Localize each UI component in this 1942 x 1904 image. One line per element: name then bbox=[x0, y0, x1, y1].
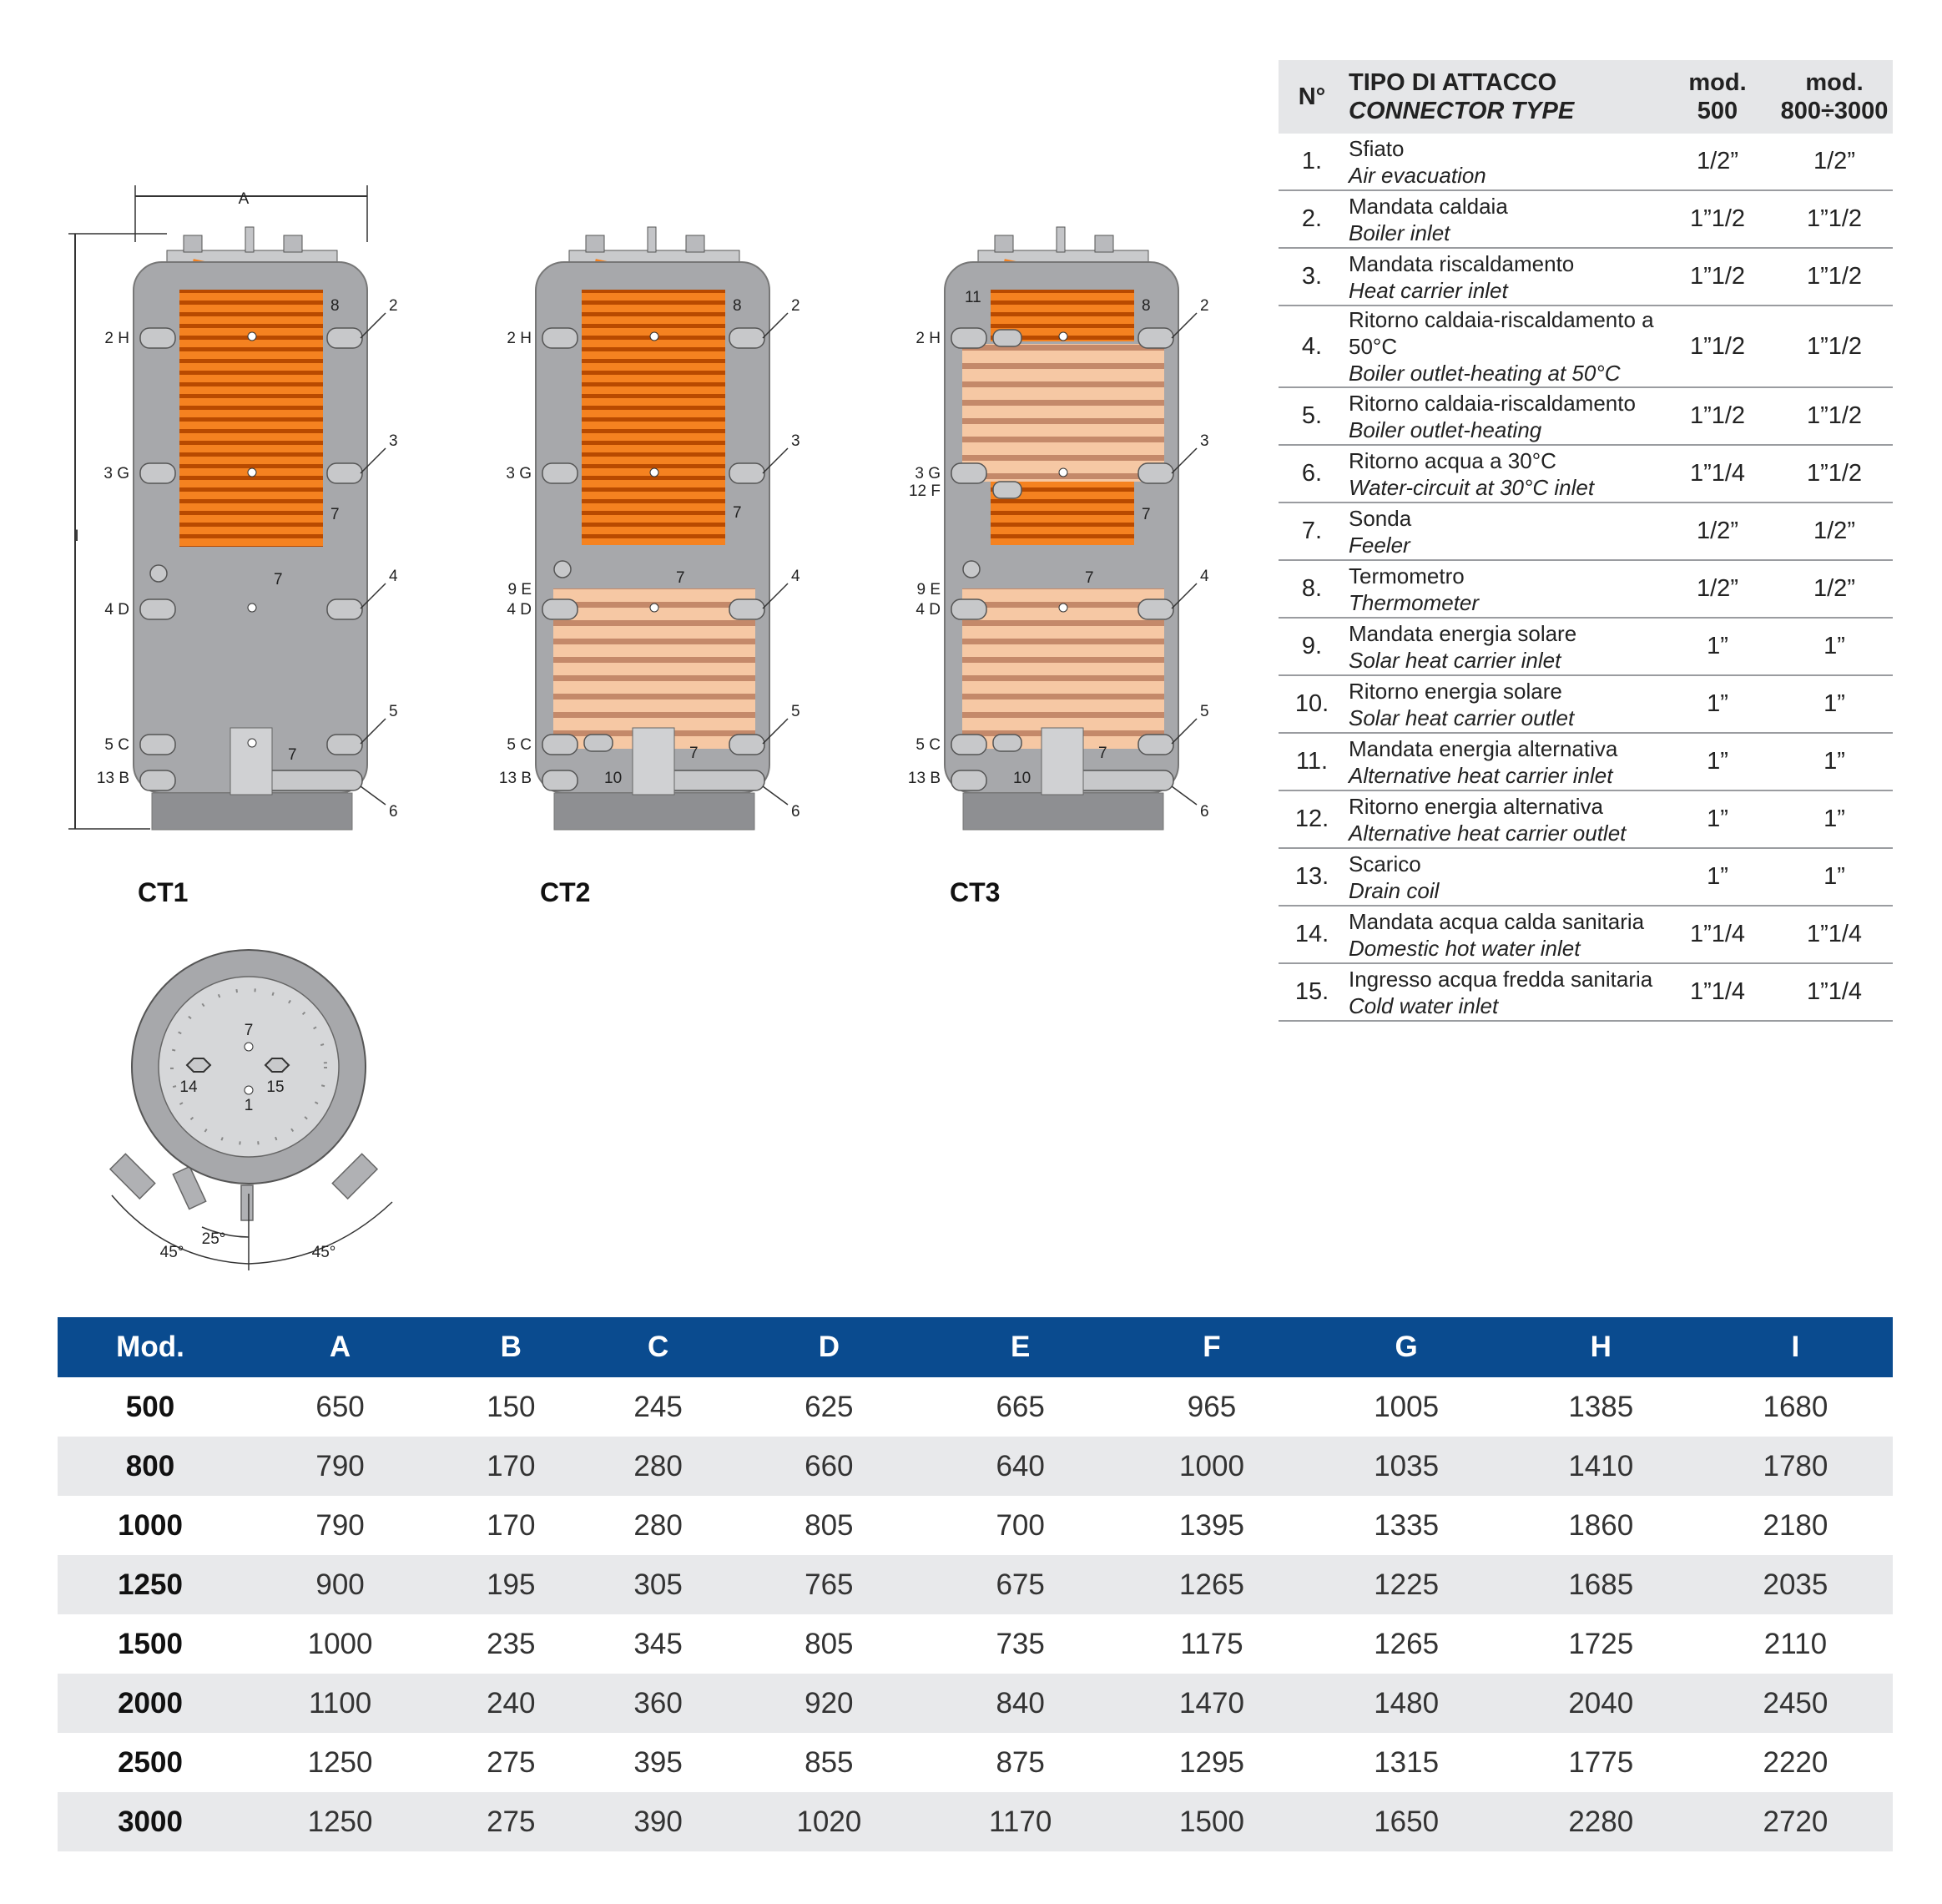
dim-header-cell: C bbox=[584, 1317, 731, 1377]
dim-value-cell: 1500 bbox=[1179, 1805, 1244, 1838]
connector-description bbox=[1345, 733, 1659, 790]
right-label: 4 bbox=[1200, 568, 1209, 585]
connector-type-table bbox=[1279, 60, 1893, 1022]
dim-row bbox=[58, 1437, 1893, 1496]
dim-header-cell: Mod. bbox=[58, 1317, 243, 1377]
connector-number: 7. bbox=[1279, 503, 1345, 560]
dim-value-cell: 765 bbox=[805, 1568, 854, 1601]
connector-description bbox=[1345, 503, 1659, 560]
sensor-label: 7 bbox=[676, 569, 685, 587]
connector-row bbox=[1279, 906, 1893, 963]
dim-value-cell: 1775 bbox=[1568, 1745, 1634, 1779]
connector-description bbox=[1345, 790, 1659, 848]
header-mod-500-a: mod. bbox=[1688, 69, 1747, 96]
dim-value-cell: 665 bbox=[996, 1390, 1045, 1423]
tank-top-view bbox=[110, 950, 392, 1270]
dim-value-cell: 360 bbox=[633, 1686, 683, 1720]
dim-value-cell: 1295 bbox=[1179, 1745, 1244, 1779]
dim-header-cell: A bbox=[243, 1317, 437, 1377]
connector-number: 8. bbox=[1279, 560, 1345, 618]
sensor-label: 7 bbox=[689, 745, 699, 762]
header-mod-800-a: mod. bbox=[1805, 69, 1864, 96]
connector-name-it: Ritorno energia solare bbox=[1349, 678, 1562, 704]
connector-number: 13. bbox=[1279, 848, 1345, 906]
connector-size-800: 1”1/2 bbox=[1776, 248, 1893, 306]
dim-value-cell: 920 bbox=[805, 1686, 854, 1720]
connector-number: 12. bbox=[1279, 790, 1345, 848]
dim-model-cell: 500 bbox=[125, 1390, 175, 1423]
header-number: N° bbox=[1279, 60, 1345, 134]
connector-row bbox=[1279, 675, 1893, 733]
connector-description bbox=[1345, 248, 1659, 306]
dim-value-cell: 650 bbox=[315, 1390, 365, 1423]
connector-name-it: Ritorno energia alternativa bbox=[1349, 793, 1603, 819]
left-label: 3 G bbox=[506, 465, 532, 482]
dim-value-cell: 790 bbox=[315, 1449, 365, 1482]
dim-value-cell: 1470 bbox=[1179, 1686, 1244, 1720]
ct3-title: CT3 bbox=[950, 877, 1001, 907]
dim-value-cell: 640 bbox=[996, 1449, 1045, 1482]
dim-model-cell: 1500 bbox=[118, 1627, 183, 1660]
connector-size-500: 1” bbox=[1659, 848, 1776, 906]
connector-number: 6. bbox=[1279, 445, 1345, 503]
dim-value-cell: 1170 bbox=[989, 1805, 1052, 1838]
dim-value-cell: 2220 bbox=[1763, 1745, 1829, 1779]
top-view-label: 7 bbox=[244, 1022, 254, 1039]
connector-row bbox=[1279, 848, 1893, 906]
connector-description bbox=[1345, 387, 1659, 445]
dim-value-cell: 625 bbox=[805, 1390, 854, 1423]
left-label: 5 C bbox=[916, 736, 941, 754]
right-label: 2 bbox=[791, 297, 800, 315]
connector-name-en: Heat carrier inlet bbox=[1349, 277, 1508, 303]
connector-size-800: 1”1/4 bbox=[1776, 906, 1893, 963]
dim-value-cell: 235 bbox=[487, 1627, 536, 1660]
connector-name-it: Mandata riscaldamento bbox=[1349, 250, 1575, 276]
dim-row bbox=[58, 1674, 1893, 1733]
right-label: 4 bbox=[389, 568, 398, 585]
dim-value-cell: 1250 bbox=[307, 1745, 373, 1779]
connector-row bbox=[1279, 248, 1893, 306]
dim-row bbox=[58, 1555, 1893, 1614]
dim-value-cell: 735 bbox=[996, 1627, 1045, 1660]
right-label: 6 bbox=[791, 803, 800, 821]
connector-size-800: 1” bbox=[1776, 733, 1893, 790]
dim-value-cell: 1335 bbox=[1374, 1508, 1440, 1542]
left-label: 2 H bbox=[104, 330, 129, 347]
connector-row bbox=[1279, 445, 1893, 503]
ct2-tank bbox=[499, 227, 800, 907]
dim-value-cell: 1680 bbox=[1763, 1390, 1829, 1423]
connector-size-500: 1” bbox=[1659, 618, 1776, 675]
connector-number: 1. bbox=[1279, 134, 1345, 190]
connector-name-en: Thermometer bbox=[1349, 589, 1480, 615]
left-label: 3 G bbox=[915, 465, 941, 482]
dim-header-cell: G bbox=[1309, 1317, 1504, 1377]
connector-size-800: 1”1/2 bbox=[1776, 306, 1893, 387]
connector-name-en: Alternative heat carrier outlet bbox=[1349, 820, 1627, 846]
connector-name-it: Mandata acqua calda sanitaria bbox=[1349, 908, 1645, 934]
dim-value-cell: 2450 bbox=[1763, 1686, 1829, 1720]
connector-size-800: 1/2” bbox=[1776, 503, 1893, 560]
connector-description bbox=[1345, 306, 1659, 387]
connector-name-en: Alternative heat carrier inlet bbox=[1349, 762, 1613, 788]
dim-model-cell: 2500 bbox=[118, 1745, 183, 1779]
dim-model-cell: 1250 bbox=[118, 1568, 183, 1601]
header-mod-500-b: 500 bbox=[1697, 98, 1738, 124]
dim-header-cell: H bbox=[1504, 1317, 1698, 1377]
left-label: 2 H bbox=[507, 330, 532, 347]
dim-value-cell: 1000 bbox=[1179, 1449, 1244, 1482]
dim-value-cell: 275 bbox=[487, 1805, 536, 1838]
dim-model-cell: 2000 bbox=[118, 1686, 183, 1720]
connector-row bbox=[1279, 963, 1893, 1021]
sensor-label: 8 bbox=[330, 297, 340, 315]
dim-value-cell: 195 bbox=[487, 1568, 536, 1601]
dim-value-cell: 1000 bbox=[307, 1627, 373, 1660]
dim-value-cell: 805 bbox=[805, 1508, 854, 1542]
connector-name-en: Boiler outlet-heating at 50°C bbox=[1349, 361, 1621, 386]
right-label: 6 bbox=[389, 803, 398, 821]
sensor-label: 7 bbox=[274, 571, 283, 588]
connector-description bbox=[1345, 963, 1659, 1021]
connector-name-en: Solar heat carrier inlet bbox=[1349, 647, 1561, 673]
dim-value-cell: 1725 bbox=[1568, 1627, 1634, 1660]
dim-value-cell: 1410 bbox=[1568, 1449, 1634, 1482]
connector-size-500: 1”1/4 bbox=[1659, 445, 1776, 503]
right-label: 5 bbox=[1200, 703, 1209, 720]
connector-number: 11. bbox=[1279, 733, 1345, 790]
dim-model-cell: 1000 bbox=[118, 1508, 183, 1542]
left-label: 5 C bbox=[507, 736, 532, 754]
connector-name-it: Mandata energia solare bbox=[1349, 620, 1577, 646]
dim-value-cell: 245 bbox=[633, 1390, 683, 1423]
dim-value-cell: 900 bbox=[315, 1568, 365, 1601]
dim-value-cell: 170 bbox=[487, 1449, 536, 1482]
dimensions-table-header bbox=[58, 1317, 1893, 1377]
sensor-label: 10 bbox=[604, 770, 623, 787]
angle-label: 45° bbox=[311, 1244, 336, 1261]
right-label: 3 bbox=[791, 432, 800, 450]
sensor-label: 8 bbox=[733, 297, 742, 315]
connector-name-en: Domestic hot water inlet bbox=[1349, 935, 1581, 961]
dim-value-cell: 2720 bbox=[1763, 1805, 1829, 1838]
ct2-title: CT2 bbox=[540, 877, 591, 907]
left-label: 3 G bbox=[103, 465, 129, 482]
top-view-label: 15 bbox=[266, 1078, 285, 1096]
connector-name-en: Drain coil bbox=[1349, 877, 1440, 903]
dim-value-cell: 700 bbox=[996, 1508, 1045, 1542]
connector-description bbox=[1345, 445, 1659, 503]
dim-value-cell: 1780 bbox=[1763, 1449, 1829, 1482]
dim-a-label: A bbox=[238, 190, 250, 208]
connector-size-800: 1”1/4 bbox=[1776, 963, 1893, 1021]
dim-value-cell: 1100 bbox=[308, 1686, 372, 1720]
dim-row bbox=[58, 1377, 1893, 1437]
dim-value-cell: 390 bbox=[633, 1805, 683, 1838]
connector-name-it: Mandata caldaia bbox=[1349, 193, 1508, 219]
left-label: 2 H bbox=[916, 330, 941, 347]
connector-table-header bbox=[1279, 60, 1893, 134]
connector-number: 9. bbox=[1279, 618, 1345, 675]
connector-row bbox=[1279, 134, 1893, 190]
right-label: 2 bbox=[389, 297, 398, 315]
dim-value-cell: 150 bbox=[487, 1390, 536, 1423]
connector-number: 3. bbox=[1279, 248, 1345, 306]
header-mod-800 bbox=[1776, 60, 1893, 134]
dim-header-cell: B bbox=[437, 1317, 584, 1377]
connector-size-500: 1”1/2 bbox=[1659, 248, 1776, 306]
connector-row bbox=[1279, 387, 1893, 445]
header-mod-800-b: 800÷3000 bbox=[1780, 98, 1889, 124]
connector-size-800: 1” bbox=[1776, 675, 1893, 733]
angle-label: 45° bbox=[159, 1244, 184, 1261]
dim-value-cell: 1385 bbox=[1568, 1390, 1634, 1423]
left-label: 13 B bbox=[498, 770, 532, 787]
dim-value-cell: 675 bbox=[996, 1568, 1045, 1601]
top-view-label: 1 bbox=[244, 1097, 254, 1114]
dim-i-label: I bbox=[74, 528, 79, 546]
connector-name-en: Boiler inlet bbox=[1349, 220, 1450, 245]
tank-diagrams bbox=[0, 0, 1252, 1302]
sensor-label: 7 bbox=[1142, 506, 1151, 523]
connector-name-it: Scarico bbox=[1349, 851, 1421, 876]
connector-row bbox=[1279, 503, 1893, 560]
dim-value-cell: 1035 bbox=[1374, 1449, 1440, 1482]
header-type-it: TIPO DI ATTACCO bbox=[1349, 69, 1557, 96]
right-label: 2 bbox=[1200, 297, 1209, 315]
dim-value-cell: 1265 bbox=[1374, 1627, 1440, 1660]
dim-value-cell: 280 bbox=[633, 1449, 683, 1482]
dim-value-cell: 840 bbox=[996, 1686, 1045, 1720]
dim-value-cell: 1250 bbox=[307, 1805, 373, 1838]
connector-size-500: 1” bbox=[1659, 675, 1776, 733]
dim-value-cell: 855 bbox=[805, 1745, 854, 1779]
dim-model-cell: 800 bbox=[125, 1449, 175, 1482]
left-label: 9 E bbox=[916, 581, 941, 598]
dim-row bbox=[58, 1614, 1893, 1674]
connector-name-it: Ritorno caldaia-riscaldamento bbox=[1349, 390, 1636, 416]
connector-row bbox=[1279, 618, 1893, 675]
connector-size-800: 1”1/2 bbox=[1776, 387, 1893, 445]
connector-number: 5. bbox=[1279, 387, 1345, 445]
connector-number: 14. bbox=[1279, 906, 1345, 963]
sensor-label: 7 bbox=[288, 746, 297, 764]
dim-value-cell: 875 bbox=[996, 1745, 1045, 1779]
connector-size-500: 1” bbox=[1659, 733, 1776, 790]
dim-value-cell: 660 bbox=[805, 1449, 854, 1482]
dim-value-cell: 2035 bbox=[1763, 1568, 1829, 1601]
connector-name-it: Mandata energia alternativa bbox=[1349, 735, 1618, 761]
connector-number: 2. bbox=[1279, 190, 1345, 248]
connector-row bbox=[1279, 790, 1893, 848]
connector-name-it: Sfiato bbox=[1349, 135, 1405, 161]
right-label: 4 bbox=[791, 568, 800, 585]
dim-value-cell: 240 bbox=[487, 1686, 536, 1720]
dim-value-cell: 1860 bbox=[1568, 1508, 1634, 1542]
sensor-label: 11 bbox=[965, 289, 981, 306]
left-label: 5 C bbox=[104, 736, 129, 754]
dim-header-cell: F bbox=[1114, 1317, 1309, 1377]
connector-description bbox=[1345, 848, 1659, 906]
connector-size-800: 1” bbox=[1776, 790, 1893, 848]
left-label: 9 E bbox=[507, 581, 532, 598]
connector-name-en: Cold water inlet bbox=[1349, 992, 1499, 1018]
sensor-label: 7 bbox=[330, 506, 340, 523]
right-label: 5 bbox=[791, 703, 800, 720]
ct3-tank bbox=[908, 227, 1209, 907]
dim-value-cell: 2280 bbox=[1568, 1805, 1634, 1838]
angle-label: 25° bbox=[201, 1230, 226, 1248]
connector-row bbox=[1279, 560, 1893, 618]
connector-size-500: 1/2” bbox=[1659, 503, 1776, 560]
connector-name-it: Termometro bbox=[1349, 563, 1465, 588]
connector-name-it: Ingresso acqua fredda sanitaria bbox=[1349, 966, 1653, 992]
connector-size-500: 1/2” bbox=[1659, 134, 1776, 190]
dim-header-cell: I bbox=[1698, 1317, 1893, 1377]
dim-row bbox=[58, 1496, 1893, 1555]
connector-size-500: 1”1/2 bbox=[1659, 306, 1776, 387]
ct1-title: CT1 bbox=[138, 877, 189, 907]
dim-value-cell: 2110 bbox=[1763, 1627, 1828, 1660]
dim-value-cell: 305 bbox=[633, 1568, 683, 1601]
connector-size-800: 1” bbox=[1776, 618, 1893, 675]
right-label: 6 bbox=[1200, 803, 1209, 821]
dim-value-cell: 1315 bbox=[1374, 1745, 1440, 1779]
dim-value-cell: 1480 bbox=[1374, 1686, 1440, 1720]
dim-row bbox=[58, 1733, 1893, 1792]
left-label: 4 D bbox=[104, 601, 129, 619]
dim-value-cell: 1395 bbox=[1179, 1508, 1244, 1542]
sensor-label: 8 bbox=[1142, 297, 1151, 315]
left-label: 4 D bbox=[507, 601, 532, 619]
connector-description bbox=[1345, 675, 1659, 733]
ct1-tank bbox=[68, 185, 398, 907]
connector-row bbox=[1279, 733, 1893, 790]
connector-size-500: 1”1/2 bbox=[1659, 387, 1776, 445]
dim-model-cell: 3000 bbox=[118, 1805, 183, 1838]
dim-value-cell: 275 bbox=[487, 1745, 536, 1779]
connector-name-it: Sonda bbox=[1349, 505, 1412, 531]
dim-value-cell: 345 bbox=[633, 1627, 683, 1660]
right-label: 5 bbox=[389, 703, 398, 720]
header-mod-500 bbox=[1659, 60, 1776, 134]
right-label: 3 bbox=[1200, 432, 1209, 450]
connector-size-800: 1”1/2 bbox=[1776, 190, 1893, 248]
connector-size-800: 1”1/2 bbox=[1776, 445, 1893, 503]
dim-value-cell: 2040 bbox=[1568, 1686, 1634, 1720]
sensor-label: 7 bbox=[733, 504, 742, 522]
dim-value-cell: 1650 bbox=[1374, 1805, 1440, 1838]
left-label: 4 D bbox=[916, 601, 941, 619]
sensor-label: 7 bbox=[1098, 745, 1107, 762]
dim-value-cell: 280 bbox=[633, 1508, 683, 1542]
connector-description bbox=[1345, 906, 1659, 963]
dim-value-cell: 1225 bbox=[1374, 1568, 1440, 1601]
connector-description bbox=[1345, 560, 1659, 618]
dim-value-cell: 2180 bbox=[1763, 1508, 1829, 1542]
left-label: 13 B bbox=[96, 770, 129, 787]
dim-header-cell: D bbox=[732, 1317, 926, 1377]
connector-size-500: 1”1/4 bbox=[1659, 906, 1776, 963]
sensor-label: 10 bbox=[1013, 770, 1032, 787]
sensor-label: 7 bbox=[1085, 569, 1094, 587]
dim-value-cell: 395 bbox=[633, 1745, 683, 1779]
dim-row bbox=[58, 1792, 1893, 1851]
dim-value-cell: 170 bbox=[487, 1508, 536, 1542]
header-connector-type bbox=[1345, 60, 1659, 134]
connector-description bbox=[1345, 618, 1659, 675]
dim-value-cell: 805 bbox=[805, 1627, 854, 1660]
left-label: 12 F bbox=[908, 482, 941, 500]
dim-value-cell: 965 bbox=[1187, 1390, 1237, 1423]
dim-value-cell: 1685 bbox=[1568, 1568, 1634, 1601]
connector-row bbox=[1279, 190, 1893, 248]
dim-header-cell: E bbox=[926, 1317, 1115, 1377]
connector-name-en: Feeler bbox=[1349, 532, 1410, 558]
connector-number: 15. bbox=[1279, 963, 1345, 1021]
header-type-en: CONNECTOR TYPE bbox=[1349, 98, 1575, 124]
left-label: 13 B bbox=[907, 770, 941, 787]
dim-value-cell: 1020 bbox=[796, 1805, 862, 1838]
dim-value-cell: 1175 bbox=[1180, 1627, 1243, 1660]
dimensions-table bbox=[58, 1317, 1893, 1851]
connector-number: 4. bbox=[1279, 306, 1345, 387]
connector-description bbox=[1345, 134, 1659, 190]
connector-size-800: 1/2” bbox=[1776, 560, 1893, 618]
connector-number: 10. bbox=[1279, 675, 1345, 733]
right-label: 3 bbox=[389, 432, 398, 450]
dim-value-cell: 1265 bbox=[1179, 1568, 1244, 1601]
connector-row bbox=[1279, 306, 1893, 387]
connector-name-it: Ritorno caldaia-riscaldamento a 50°C bbox=[1349, 307, 1654, 359]
connector-size-500: 1” bbox=[1659, 790, 1776, 848]
connector-name-en: Water-circuit at 30°C inlet bbox=[1349, 474, 1595, 500]
connector-size-500: 1”1/2 bbox=[1659, 190, 1776, 248]
connector-size-500: 1”1/4 bbox=[1659, 963, 1776, 1021]
dim-value-cell: 1005 bbox=[1374, 1390, 1440, 1423]
connector-description bbox=[1345, 190, 1659, 248]
dim-value-cell: 790 bbox=[315, 1508, 365, 1542]
connector-name-it: Ritorno acqua a 30°C bbox=[1349, 447, 1556, 473]
top-view-label: 14 bbox=[179, 1078, 198, 1096]
connector-name-en: Solar heat carrier outlet bbox=[1349, 705, 1575, 730]
connector-size-500: 1/2” bbox=[1659, 560, 1776, 618]
connector-name-en: Boiler outlet-heating bbox=[1349, 417, 1542, 442]
connector-size-800: 1/2” bbox=[1776, 134, 1893, 190]
connector-size-800: 1” bbox=[1776, 848, 1893, 906]
connector-name-en: Air evacuation bbox=[1349, 162, 1486, 188]
